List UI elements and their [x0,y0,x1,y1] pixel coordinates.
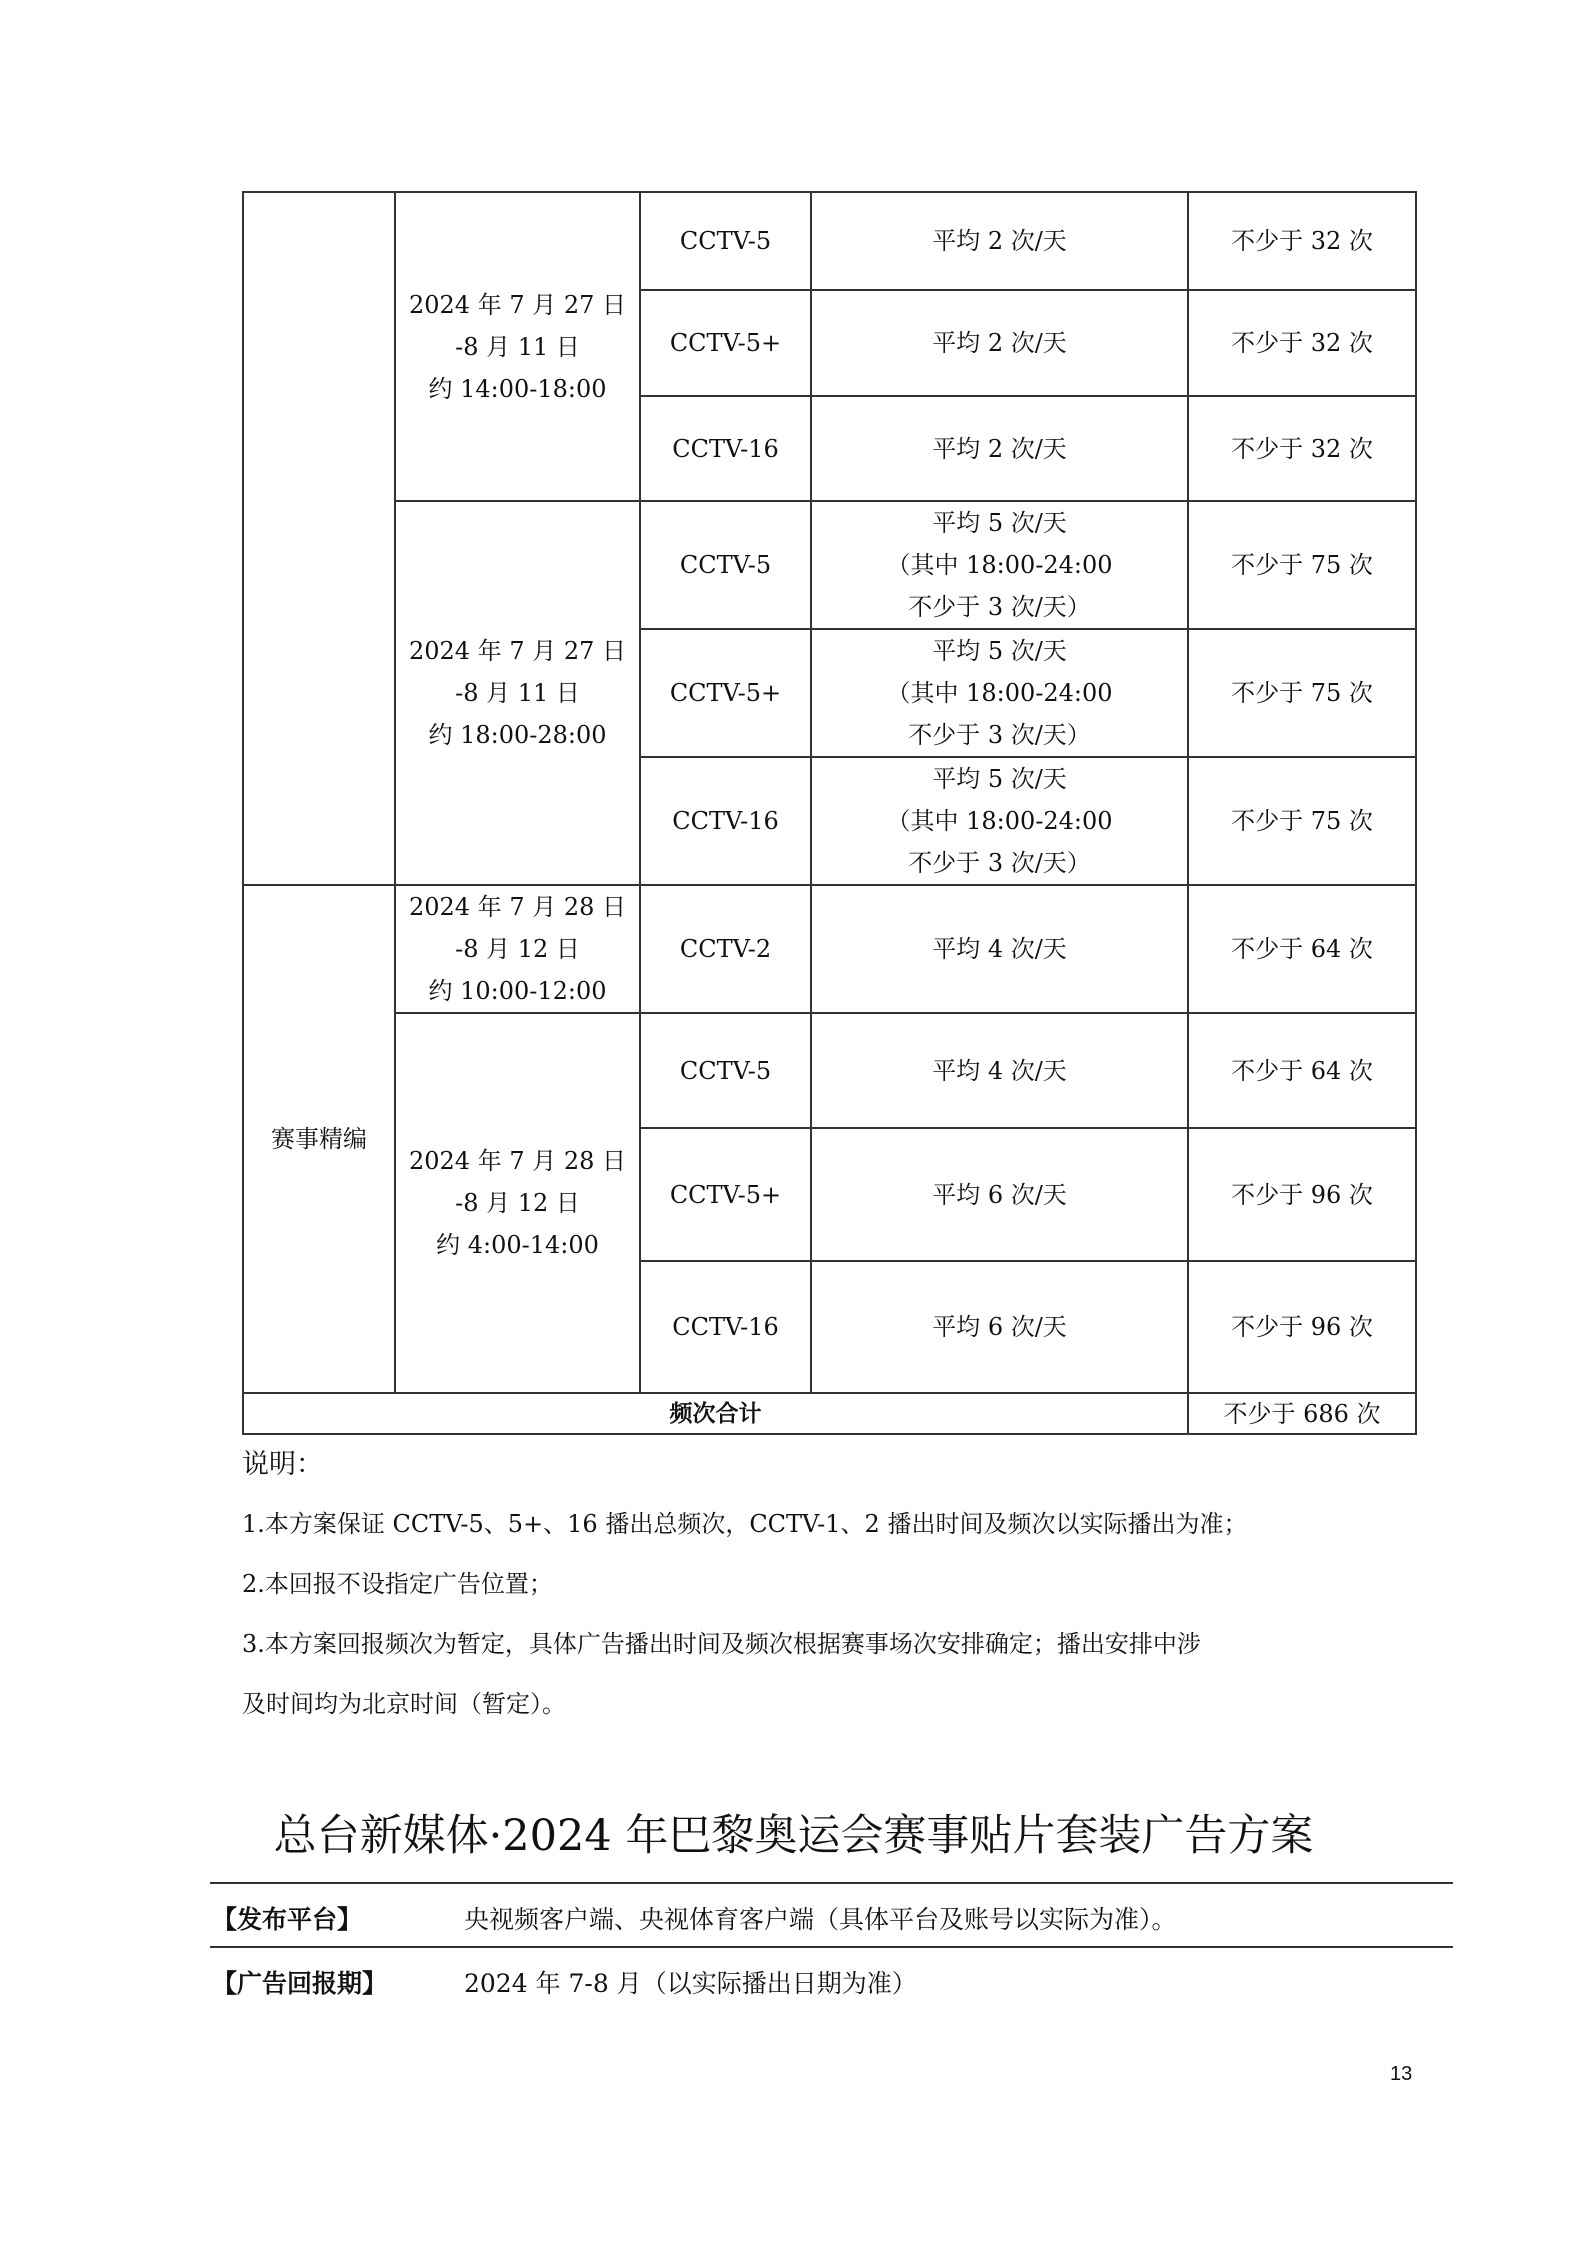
channel-cell: CCTV-2 [640,885,811,1013]
channel-cell: CCTV-5+ [640,290,811,396]
total-cell: 不少于 75 次 [1188,629,1416,757]
total-cell: 不少于 64 次 [1188,885,1416,1013]
table-row [243,192,1416,290]
total-value: 不少于 686 次 [1188,1393,1416,1434]
channel-cell: CCTV-5+ [640,1128,811,1261]
date-cell: 2024 年 7 月 27 日 -8 月 11 日 约 14:00-18:00 [395,192,640,501]
freq-cell: 平均 6 次/天 [811,1128,1188,1261]
period-label: 【广告回报期】 [212,1969,388,1998]
channel-cell: CCTV-5 [640,192,811,290]
total-cell: 不少于 32 次 [1188,192,1416,290]
note-line: 2.本回报不设指定广告位置； [242,1570,553,1598]
channel-cell: CCTV-5+ [640,629,811,757]
channel-cell: CCTV-16 [640,396,811,501]
platform-value: 央视频客户端、央视体育客户端（具体平台及账号以实际为准）。 [464,1905,1177,1934]
total-cell: 不少于 96 次 [1188,1261,1416,1393]
freq-cell: 平均 5 次/天 （其中 18:00-24:00 不少于 3 次/天） [811,757,1188,885]
date-cell: 2024 年 7 月 28 日 -8 月 12 日 约 4:00-14:00 [395,1013,640,1393]
program-cell: 赛事精编 [243,885,395,1393]
freq-cell: 平均 2 次/天 [811,192,1188,290]
freq-cell: 平均 4 次/天 [811,885,1188,1013]
total-label: 频次合计 [243,1393,1188,1434]
period-value: 2024 年 7-8 月（以实际播出日期为准） [464,1969,917,1998]
total-cell: 不少于 96 次 [1188,1128,1416,1261]
page-number: 13 [1390,2063,1413,2085]
channel-cell: CCTV-5 [640,501,811,629]
date-cell: 2024 年 7 月 27 日 -8 月 11 日 约 18:00-28:00 [395,501,640,885]
freq-cell: 平均 5 次/天 （其中 18:00-24:00 不少于 3 次/天） [811,629,1188,757]
total-cell: 不少于 32 次 [1188,396,1416,501]
total-cell: 不少于 32 次 [1188,290,1416,396]
schedule-table [242,191,1417,1435]
notes-title: 说明： [242,1449,323,1480]
total-cell: 不少于 64 次 [1188,1013,1416,1128]
divider [210,1882,1453,1884]
channel-cell: CCTV-16 [640,1261,811,1393]
total-cell: 不少于 75 次 [1188,501,1416,629]
freq-cell: 平均 2 次/天 [811,290,1188,396]
total-cell: 不少于 75 次 [1188,757,1416,885]
program-cell-empty [243,192,395,885]
period-row [210,1964,917,2004]
table-row [243,885,1416,1013]
table-row [243,501,1416,629]
platform-label: 【发布平台】 [212,1905,363,1934]
freq-cell: 平均 5 次/天 （其中 18:00-24:00 不少于 3 次/天） [811,501,1188,629]
section-title: 总台新媒体·2024 年巴黎奥运会赛事贴片套装广告方案 [273,1811,1314,1861]
total-row [243,1393,1416,1434]
divider [210,1946,1453,1948]
table-row [243,1013,1416,1128]
freq-cell: 平均 4 次/天 [811,1013,1188,1128]
note-line: 3.本方案回报频次为暂定，具体广告播出时间及频次根据赛事场次安排确定；播出安排中涉 [242,1630,1201,1658]
freq-cell: 平均 2 次/天 [811,396,1188,501]
note-line: 1.本方案保证 CCTV-5、5+、16 播出总频次，CCTV-1、2 播出时间及频次以实际播出为准； [242,1510,1248,1538]
platform-row [210,1900,1177,1940]
notes [242,1436,1422,1734]
channel-cell: CCTV-16 [640,757,811,885]
freq-cell: 平均 6 次/天 [811,1261,1188,1393]
note-line: 及时间均为北京时间（暂定）。 [242,1690,566,1718]
channel-cell: CCTV-5 [640,1013,811,1128]
date-cell: 2024 年 7 月 28 日 -8 月 12 日 约 10:00-12:00 [395,885,640,1013]
